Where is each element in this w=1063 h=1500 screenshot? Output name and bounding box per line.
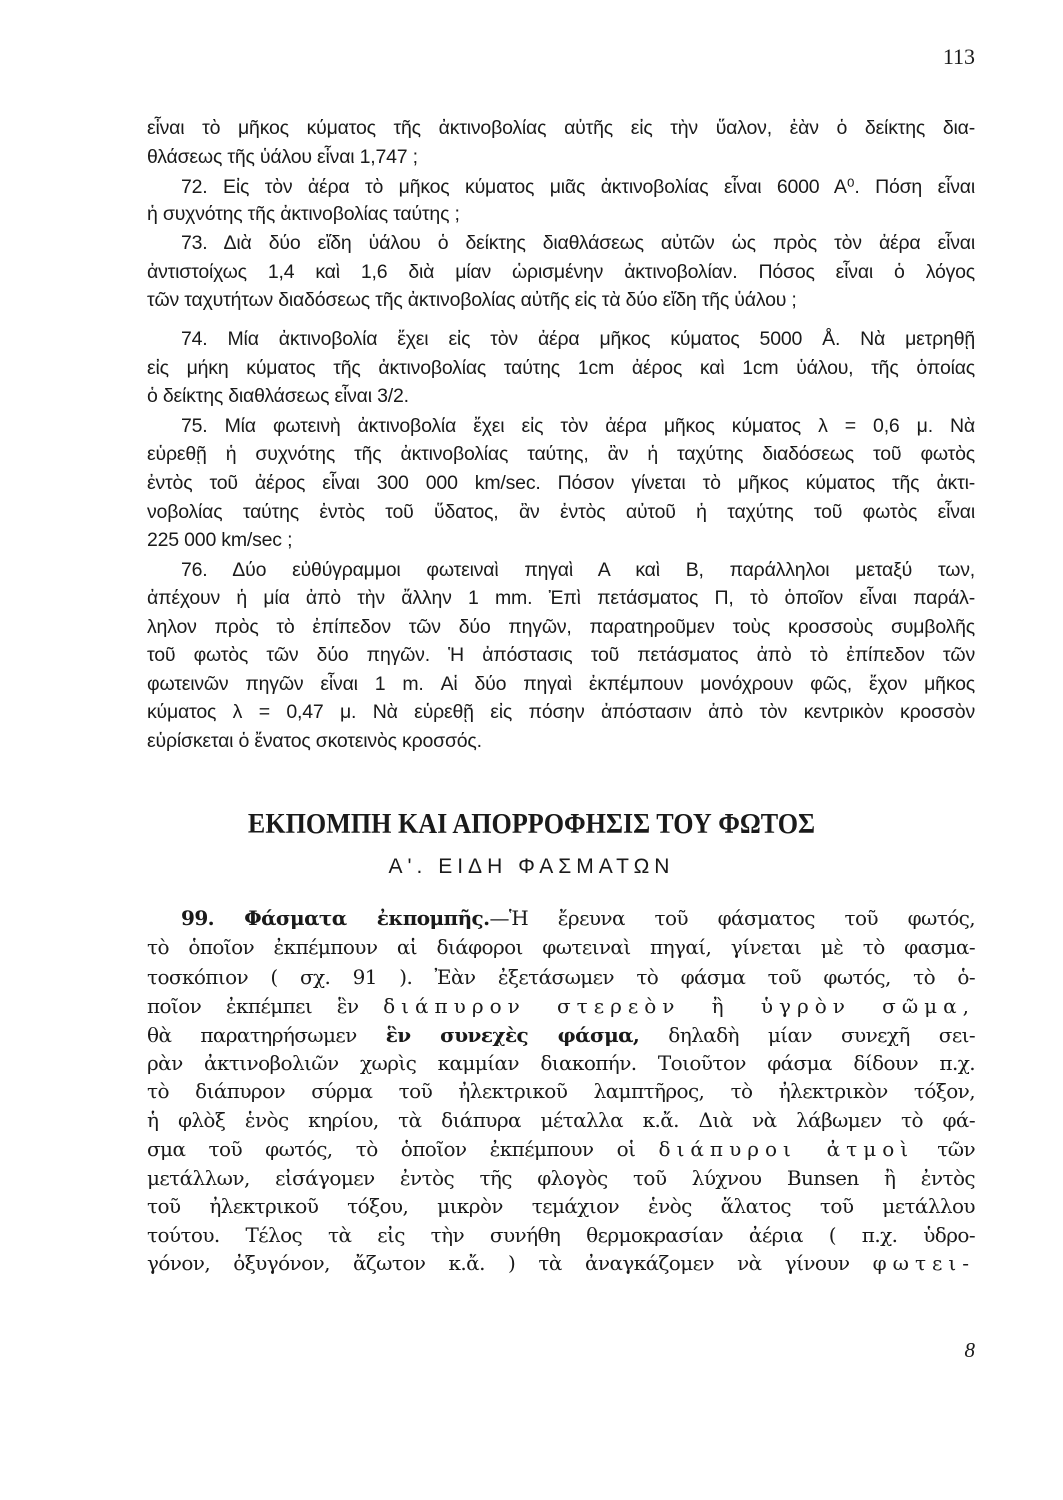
text-line [147,673,975,696]
spaced-text: διάπυρον στερεὸν ἢ ὑγρὸν σῶμα, [383,994,975,1018]
section-title: Α'. ΕΙΔΗ ΦΑΣΜΑΤΩΝ [388,855,675,878]
text-run: θὰ παρατηρήσωμεν [147,1023,386,1047]
text-line [147,1251,975,1275]
text-run: τούτου. Τέλος τὰ εἰς τὴν συνήθη θερμοκρασίαν ἀέρια ( π.χ. ὑδρο- [147,1223,975,1247]
text-run: εἶναι τὸ μῆκος κύματος τῆς ἀκτινοβολίας αὐτῆς εἰς τὴν ὕαλον, ἐὰν ὁ δείκτης δια- [147,117,975,139]
text-run: ἡ συχνότης τῆς ἀκτινοβολίας ταύτης ; [147,203,460,225]
text-line [181,328,975,351]
text-run: τῶν [914,1137,976,1161]
text-line [147,994,975,1018]
text-line [147,1166,975,1190]
text-line [147,261,975,284]
text-run: εὑρίσκεται ὁ ἔνατος σκοτεινὸς κροσσός. [147,730,482,752]
text-line [147,472,975,495]
text-line [181,906,975,930]
text-line [147,644,975,667]
text-run: 74. Μία ἀκτινοβολία ἔχει εἰς τὸν ἀέρα μῆκος κύματος 5000 Å. Νὰ μετρηθῇ [181,328,975,350]
text-run: σμα τοῦ φωτός, τὸ ὁποῖον ἐκπέμπουν οἱ [147,1137,659,1161]
text-line [147,146,975,169]
text-run: τὸ ὁποῖον ἐκπέμπουν αἱ διάφοροι φωτειναὶ πηγαί, γίνεται μὲ τὸ φασμα- [147,935,975,959]
text-run: τῶν ταχυτήτων διαδόσεως τῆς ἀκτινοβολίας αὐτῆς εἰς τὰ δύο εἴδη τῆς ὑάλου ; [147,289,797,311]
text-run: ρὰν ἀκτινοβολιῶν χωρὶς καμμίαν διακοπήν. Τοιοῦτον φάσμα δίδουν π.χ. [147,1051,975,1075]
text-line [147,385,975,408]
text-run: 75. Μία φωτεινὴ ἀκτινοβολία ἔχει εἰς τὸν ἀέρα μῆκος κύματος λ = 0,6 μ. Νὰ [181,415,975,437]
signature-mark: 8 [964,1338,975,1362]
text-line [181,559,975,582]
text-run: ποῖον ἐκπέμπει ἓν [147,994,384,1018]
text-line [147,616,975,639]
text-run: τοσκόπιον ( σχ. 91 ). Ἐὰν ἐξετάσωμεν τὸ φάσμα τοῦ φωτός, τὸ ὁ- [147,965,975,989]
text-line [147,203,975,226]
text-run: 76. Δύο εὐθύγραμμοι φωτειναὶ πηγαὶ Α καὶ Β, παράλληλοι μεταξύ των, [181,559,975,581]
text-line [147,965,975,989]
text-run: νοβολίας ταύτης ἐντὸς τοῦ ὕδατος, ἂν ἐντὸς αὐτοῦ ἡ ταχύτης τοῦ φωτὸς εἶναι [147,501,975,523]
text-line [147,587,975,610]
text-line [147,289,975,312]
text-run: φωτεινῶν πηγῶν εἶναι 1 m. Αἱ δύο πηγαὶ ἐκπέμπουν μονόχρουν φῶς, ἔχον μῆκος [147,673,975,695]
text-line [147,935,975,959]
text-run: 72. Εἰς τὸν ἀέρα τὸ μῆκος κύματος μιᾶς ἀκτινοβολίας εἶναι 6000 Α⁰. Πόση εἶναι [181,176,975,198]
text-line [181,232,975,255]
text-run: —Ἡ ἔρευνα τοῦ φάσματος τοῦ φωτός, [489,906,975,930]
text-run: 73. Διὰ δύο εἴδη ὑάλου ὁ δείκτης διαθλάσεως αὐτῶν ὡς πρὸς τὸν ἀέρα εἶναι [181,232,975,254]
text-line [147,357,975,380]
text-line [181,415,975,438]
page-number: 113 [942,44,975,69]
text-line [147,117,975,140]
text-run: μετάλλων, εἰσάγομεν ἐντὸς τῆς φλογὸς τοῦ λύχνου Bunsen ἢ ἐντὸς [147,1166,975,1190]
text-line [147,730,975,753]
text-line [147,1137,975,1161]
text-line [147,529,975,552]
text-run: θλάσεως τῆς ὑάλου εἶναι 1,747 ; [147,146,418,168]
text-line [147,1023,975,1047]
text-run: ἀντιστοίχως 1,4 καὶ 1,6 διὰ μίαν ὡρισμένην ἀκτινοβολίαν. Πόσος εἶναι ὁ λόγος [147,261,975,283]
text-line [147,1108,975,1132]
text-run: εὑρεθῇ ἡ συχνότης τῆς ἀκτινοβολίας ταύτης, ἂν ἡ ταχύτης διαδόσεως τοῦ φωτὸς [147,443,975,465]
text-run: ληλον πρὸς τὸ ἐπίπεδον τῶν δύο πηγῶν, παρατηροῦμεν τοὺς κροσσοὺς συμβολῆς [147,616,975,638]
text-run: τοῦ φωτὸς τῶν δύο πηγῶν. Ἡ ἀπόστασις τοῦ πετάσματος ἀπὸ τὸ ἐπίπεδον τῶν [147,644,975,666]
text-run: ἀπέχουν ἡ μία ἀπὸ τὴν ἄλλην 1 mm. Ἐπὶ πετάσματος Π, τὸ ὁποῖον εἶναι παράλ- [147,587,975,609]
text-run: 225 000 km/sec ; [147,529,293,551]
text-line [147,1079,975,1103]
bold-text: 99. Φάσματα ἐκπομπῆς. [181,906,490,930]
text-run: δηλαδὴ μίαν συνεχῆ σει- [639,1023,976,1047]
text-run: γόνον, ὀξυγόνον, ἄζωτον κ.ἄ. ) τὰ ἀναγκάζομεν νὰ γίνουν [147,1251,873,1275]
bold-text: ἓν συνεχὲς φάσμα, [385,1023,640,1047]
text-line [147,701,975,724]
text-run: ὁ δείκτης διαθλάσεως εἶναι 3/2. [147,385,409,407]
text-run: τὸ διάπυρον σύρμα τοῦ ἠλεκτρικοῦ λαμπτῆρος, τὸ ἠλεκτρικὸν τόξον, [147,1079,975,1103]
text-line [147,1194,975,1218]
text-line [147,501,975,524]
text-run: τοῦ ἠλεκτρικοῦ τόξου, μικρὸν τεμάχιον ἑνὸς ἅλατος τοῦ μετάλλου [147,1194,975,1218]
text-run: ἐντὸς τοῦ ἀέρος εἶναι 300 000 km/sec. Πόσον γίνεται τὸ μῆκος κύματος τῆς ἀκτι- [147,472,975,494]
text-line [147,1051,975,1075]
text-run: ἡ φλὸξ ἑνὸς κηρίου, τὰ διάπυρα μέταλλα κ.ἄ. Διὰ νὰ λάβωμεν τὸ φά- [147,1108,975,1132]
text-line [147,443,975,466]
spaced-text: φωτει- [872,1251,975,1275]
text-run: κύματος λ = 0,47 μ. Νὰ εὑρεθῇ εἰς πόσην ἀπόστασιν ἀπὸ τὸν κεντρικὸν κροσσὸν [147,701,975,723]
text-line [181,175,975,199]
text-line [147,1223,975,1247]
spaced-text: διάπυροι ἀτμοὶ [658,1137,915,1161]
chapter-title: ΕΚΠΟΜΠΗ ΚΑΙ ΑΠΟΡΡΟΦΗΣΙΣ ΤΟΥ ΦΩΤΟΣ [247,808,816,840]
text-run: εἰς μήκη κύματος τῆς ἀκτινοβολίας ταύτης 1cm ἀέρος καὶ 1cm ὑάλου, τῆς ὁποίας [147,357,975,379]
